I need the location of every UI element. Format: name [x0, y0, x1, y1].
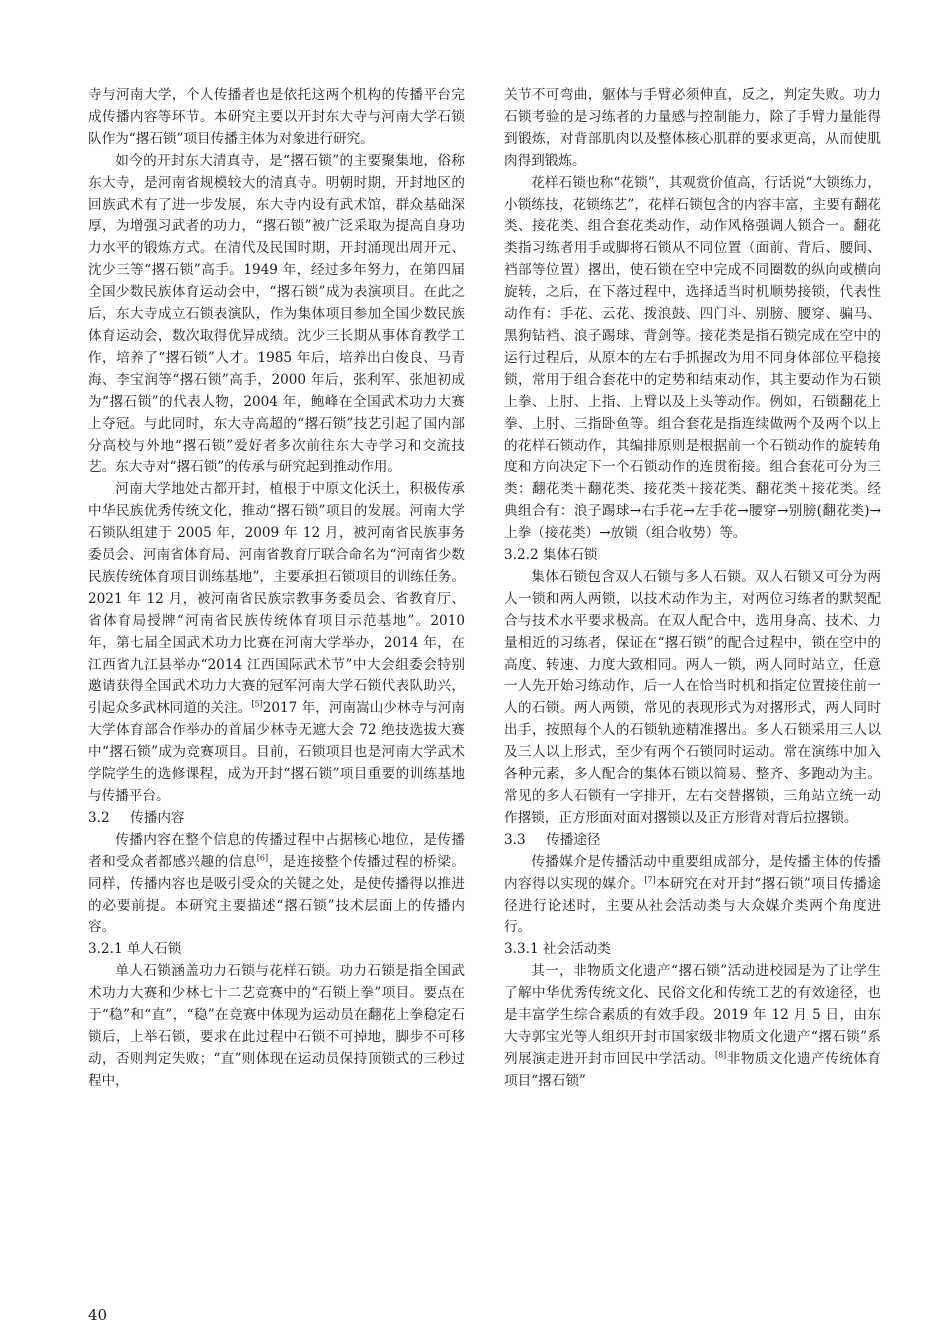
- citation-ref: [7]: [644, 875, 656, 885]
- paragraph-single-stone-lock: 单人石锁涵盖功力石锁与花样石锁。功力石锁是指全国武术功力大赛和少林七十二艺竞赛中的“石锁上拳”项目。要点在于“稳”和“直”，“稳”在竞赛中体现为运动员在翻花上拳稳定石锁后，上举石锁，要求在此过程中石锁不可掉地，脚步不可移动，否则判定失败；“直”则体现在运动员保持顶锁式的三秒过程中，: [88, 963, 465, 1089]
- text-segment: 传播媒介是传播活动中重要组成部分，是传播主体的传播内容得以实现的媒介。: [504, 853, 881, 892]
- paragraph-power-lock-continued: 关节不可弯曲，躯体与手臂必须伸直，反之，判定失败。功力石锁考验的是习练者的力量感与控制能力，除了手臂力量能得到锻炼，对背部肌肉以及整体核心肌群的要求更高，从而使肌肉得到锻炼。: [504, 87, 881, 169]
- section-number: 3.2: [88, 809, 110, 826]
- text-segment: 非物质文化遗产传统体育项目“撂石锁”: [504, 1050, 882, 1089]
- section-title: 传播内容: [130, 809, 185, 826]
- subsection-heading-3-3-1: 3.3.1 社会活动类: [504, 941, 611, 958]
- paragraph-intro-continued: 寺与河南大学，个人传播者也是依托这两个机构的传播平台完成传播内容等环节。本研究主要以开封东大寺与河南大学石锁队作为“撂石锁”项目传播主体为对象进行研究。: [88, 87, 465, 147]
- paragraph-dongda-mosque: 如今的开封东大清真寺，是“撂石锁”的主要聚集地，俗称东大寺，是河南省规模较大的清真寺。明朝时期，开封地区的回族武术有了进一步发展，东大寺内设有武术馆，群众基础深厚，为增强习武者的功力，“撂石锁”被广泛采取为提高自身功力水平的锻炼方式。在清代及民国时期，开封涌现出周开元、沈少三等“撂石锁”高手。1949 年，经过多年努力，在第四届全国少数民族体育运动会中，“撂石锁”成为表演项目。在此之后，东大寺成立石锁表演队，作为集体项目参加全国少数民族体育运动会，数次取得优异成绩。沈少三长期从事体育教学工作，培养了“撂石锁”人才。1985 年后，培养出白俊良、马青海、李宝润等“撂石锁”高手，2000 年后，张利军、张旭初成为“撂石锁”的代表人物，2004 年，鲍峰在全国武术功力大赛上夺冠。与此同时，东大寺高超的“撂石锁”技艺引起了国内部分高校与外地“撂石锁”爱好者多次前往东大寺学习和交流技艺。东大寺对“撂石锁”的传承与研究起到推动作用。: [88, 152, 465, 476]
- text-segment: 传播内容在整个信息的传播过程中占据核心地位，是传播者和受众者都感兴趣的信息: [88, 831, 465, 870]
- paragraph-henan-university: [88, 479, 465, 808]
- page-number: 40: [88, 1306, 108, 1324]
- text-segment: 其一，非物质文化遗产“撂石锁”活动进校园是为了让学生了解中华优秀传统文化、民俗文化和传统工艺的有效途径，也是丰富学生综合素质的有效手段。2019 年 12 月 5 日，由东大寺郭宝光等人组织开封市国家级非物质文化遗产“撂石锁”系列展演走进开封市回民中学活动。: [504, 963, 881, 1067]
- citation-ref: [6]: [256, 853, 269, 863]
- section-heading-3-3: [504, 830, 881, 852]
- subsection-heading-3-2-1: 3.2.1 单人石锁: [88, 941, 182, 958]
- paragraph-content-overview: [88, 830, 465, 940]
- paragraph-group-stone-lock: 集体石锁包含双人石锁与多人石锁。双人石锁又可分为两人一锁和两人两锁，以技术动作为主，对两位习练者的默契配合与技术水平要求极高。在双人配合中，选用身高、技术、力量相近的习练者，保证在“撂石锁”的配合过程中，锁在空中的高度、转速、力度大致相同。两人一锁，两人同时站立，任意一人先开始习练动作，后一人在恰当时机和指定位置接住前一人的石锁。两人两锁，常见的表现形式为对撂形式，两人同时出手，按照每个人的石锁轨迹精准撂出。多人石锁采用三人以及三人以上形式，至少有两个石锁同时运动。常在演练中加入各种元素，多人配合的集体石锁以简易、整齐、多跑动为主。常见的多人石锁有一字排开，左右交替撂锁，三角站立统一动作撂锁，正方形面对面对撂锁以及正方形背对背后拉撂锁。: [504, 568, 881, 826]
- section-title: 传播途径: [546, 831, 601, 848]
- text-segment: ，是连接整个传播过程的桥梁。同样，传播内容也是吸引受众的关键之处，是使传播得以推进的必要前提。本研究主要描述“撂石锁”技术层面上的传播内容。: [88, 853, 466, 936]
- subsection-heading-3-2-2: 3.2.2 集体石锁: [504, 547, 598, 564]
- section-number: 3.3: [504, 831, 526, 848]
- text-segment: 河南大学地处古都开封，植根于中原文化沃土，积极传承中华民族优秀传统文化，推动“撂石锁”项目的发展。河南大学石锁队组建于 2005 年，2009 年 12 月，被河南省民族事务委员会、河南省体育局、河南省教育厅联合命名为“河南省少数民族传统体育项目训练基地”，主要承担石锁项目的训练任务。2021 年 12 月，被河南省民族宗教事务委员会、省教育厅、省体育局授牌“河南省民族传统体育项目示范基地”。2010 年，第七届全国武术功力比赛在河南大学举办，2014 年，在江西省九江县举办“2014 江西国际武术节”中大会组委会特别邀请获得全国武术功力大赛的冠军河南大学石锁代表队助兴，引起众多武林同道的关注。: [88, 481, 465, 717]
- right-column: [504, 85, 881, 1093]
- left-column: [88, 85, 465, 1093]
- text-segment: 2017 年，河南嵩山少林寺与河南大学体育部合作举办的首届少林寺无遮大会 72 绝技选拔大赛中“撂石锁”成为竞赛项目。目前，石锁项目也是河南大学武术学院学生的选修课程，成为开封“撂石锁”项目重要的训练基地与传播平台。: [88, 700, 466, 804]
- section-heading-3-2: [88, 808, 465, 830]
- text-segment: 本研究在对开封“撂石锁”项目传播途径进行论述时，主要从社会活动类与大众媒介类两个角度进行。: [504, 875, 882, 936]
- citation-ref: [8]: [714, 1050, 727, 1060]
- citation-ref: [5]: [251, 699, 263, 709]
- paragraph-media-channels: [504, 852, 881, 940]
- paragraph-fancy-stone-lock: 花样石锁也称“花锁”，其观赏价值高，行话说“大锁练力，小锁练技，花锁练艺”，花样石锁包含的内容丰富，主要有翻花类、接花类、组合套花类动作，动作风格强调人锁合一。翻花类指习练者用手或脚将石锁从不同位置（面前、背后、腰间、裆部等位置）撂出，使石锁在空中完成不同圈数的纵向或横向旋转，之后，在下落过程中，选择适当时机顺势接锁，代表性动作有：手花、云花、拨浪鼓、四门斗、别膀、腰穿、骗马、黑狗钻裆、浪子踢球、背剑等。接花类是指石锁完成在空中的运行过程后，从原本的左右手抓握改为用不同身体部位平稳接锁，常用于组合套花中的定势和结束动作，其主要动作为石锁上拳、上肘、上指、上臂以及上头等动作。例如，石锁翻花上拳、上肘、三指卧鱼等。组合套花是指连续做两个及两个以上的花样石锁动作，其编排原则是根据前一个石锁动作的旋转角度和方向决定下一个石锁动作的连贯衔接。组合套花可分为三类：翻花类＋翻花类、接花类＋接花类、翻花类＋接花类。经典组合有：浪子踢球→右手花→左手花→腰穿→别膀(翻花类)→上拳（接花类）→放锁（组合收势）等。: [504, 174, 881, 542]
- paragraph-social-activities: [504, 961, 881, 1092]
